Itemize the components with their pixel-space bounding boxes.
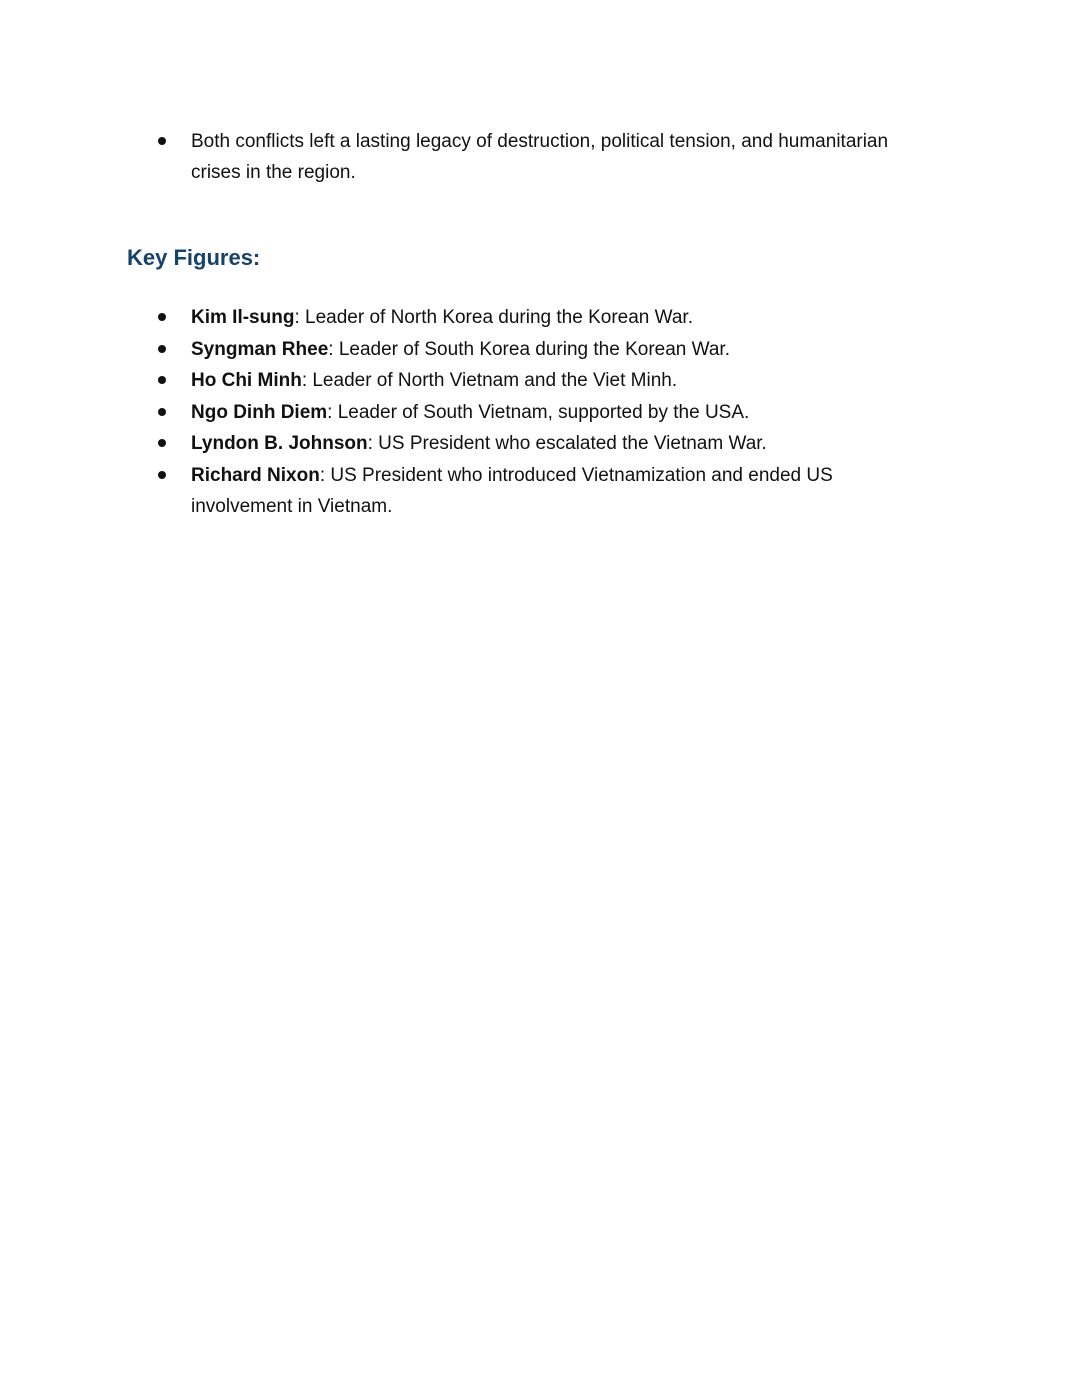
figure-description: : Leader of North Korea during the Korean War. <box>294 307 693 328</box>
list-item <box>0 365 1080 397</box>
section-heading-key-figures: Key Figures: <box>127 245 261 270</box>
bullet-icon <box>158 471 166 479</box>
bullet-icon <box>158 439 166 447</box>
figure-name: Ngo Dinh Diem <box>191 401 328 423</box>
bullet-icon <box>158 137 166 145</box>
figure-name: Syngman Rhee <box>191 338 329 360</box>
figure-description: : Leader of North Vietnam and the Viet Minh. <box>301 370 678 391</box>
figure-name: Lyndon B. Johnson <box>191 433 368 454</box>
list-item <box>0 460 1080 523</box>
figure-name: Richard Nixon <box>191 464 320 486</box>
intro-bullet-list <box>0 126 1080 188</box>
figure-description: : Leader of South Korea during the Korean War. <box>328 338 730 360</box>
figure-description: : US President who escalated the Vietnam War. <box>367 433 767 454</box>
list-item <box>0 126 1080 188</box>
bullet-icon <box>158 313 166 321</box>
figure-name: Ho Chi Minh <box>191 370 302 391</box>
figure-description: : US President who introduced Vietnamization and ended US involvement in Vietnam. <box>191 464 833 517</box>
list-item <box>0 397 1080 429</box>
list-item <box>0 302 1080 334</box>
key-figures-list <box>0 302 1080 523</box>
list-item <box>0 428 1080 460</box>
figure-description: : Leader of South Vietnam, supported by the USA. <box>327 401 750 423</box>
bullet-icon <box>158 408 166 416</box>
figure-name: Kim Il-sung <box>191 307 295 328</box>
list-item <box>0 334 1080 366</box>
bullet-icon <box>158 376 166 384</box>
bullet-icon <box>158 345 166 353</box>
bullet-text: Both conflicts left a lasting legacy of destruction, political tension, and humanitarian crises in the region. <box>191 131 889 183</box>
